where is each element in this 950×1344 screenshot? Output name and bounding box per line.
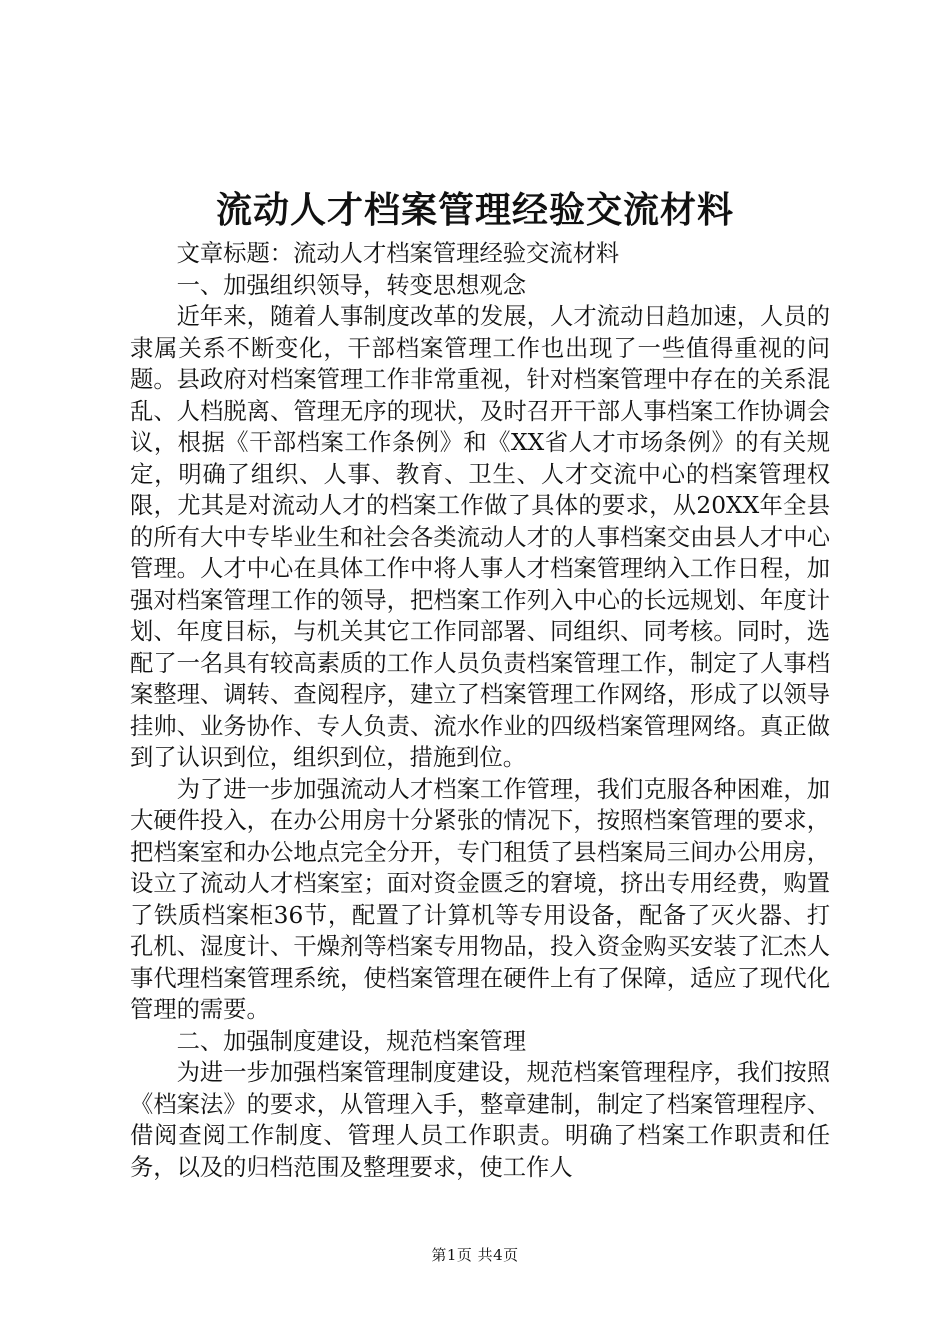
body-paragraph: 为了进一步加强流动人才档案工作管理，我们克服各种困难，加大硬件投入，在办公用房十分紧张的情况下，按照档案管理的要求，把档案室和办公地点完全分开，专门租赁了县档案局三间办公用房，设立了流动人才档案室；面对资金匮乏的窘境，挤出专用经费，购置了铁质档案柜36节，配置了计算机等专用设备，配备了灭火器、打孔机、湿度计、干燥剂等档案专用物品，投入资金购买安装了汇杰人事代理档案管理系统，使档案管理在硬件上有了保障，适应了现代化管理的需要。 [130,775,830,1023]
page-number-footer: 第1页 共4页 [431,1246,519,1264]
article-title-line: 文章标题：流动人才档案管理经验交流材料 [176,240,620,267]
document-body [130,238,830,1183]
section-heading: 二、加强制度建设，规范档案管理 [176,1027,527,1055]
document-title: 流动人才档案管理经验交流材料 [215,189,734,231]
body-paragraph: 近年来，随着人事制度改革的发展，人才流动日趋加速，人员的隶属关系不断变化，干部档案管理工作也出现了一些值得重视的问题。县政府对档案管理工作非常重视，针对档案管理中存在的关系混乱、人档脱离、管理无序的现状，及时召开干部人事档案工作协调会议，根据《干部档案工作条例》和《XX省人才市场条例》的有关规定，明确了组织、人事、教育、卫生、人才交流中心的档案管理权限，尤其是对流动人才的档案工作做了具体的要求，从20XX年全县的所有大中专毕业生和社会各类流动人才的人事档案交由县人才中心管理。人才中心在具体工作中将人事人才档案管理纳入工作日程，加强对档案管理工作的领导，把档案工作列入中心的长远规划、年度计划、年度目标，与机关其它工作同部署、同组织、同考核。同时，选配了一名具有较高素质的工作人员负责档案管理工作，制定了人事档案整理、调转、查阅程序，建立了档案管理工作网络，形成了以领导挂帅、业务协作、专人负责、流水作业的四级档案管理网络。真正做到了认识到位，组织到位，措施到位。 [130,303,830,771]
body-paragraph: 为进一步加强档案管理制度建设，规范档案管理程序，我们按照《档案法》的要求，从管理入手，整章建制，制定了档案管理程序、借阅查阅工作制度、管理人员工作职责。明确了档案工作职责和任务，以及的归档范围及整理要求，使工作人 [130,1059,830,1181]
section-heading: 一、加强组织领导，转变思想观念 [176,271,527,299]
